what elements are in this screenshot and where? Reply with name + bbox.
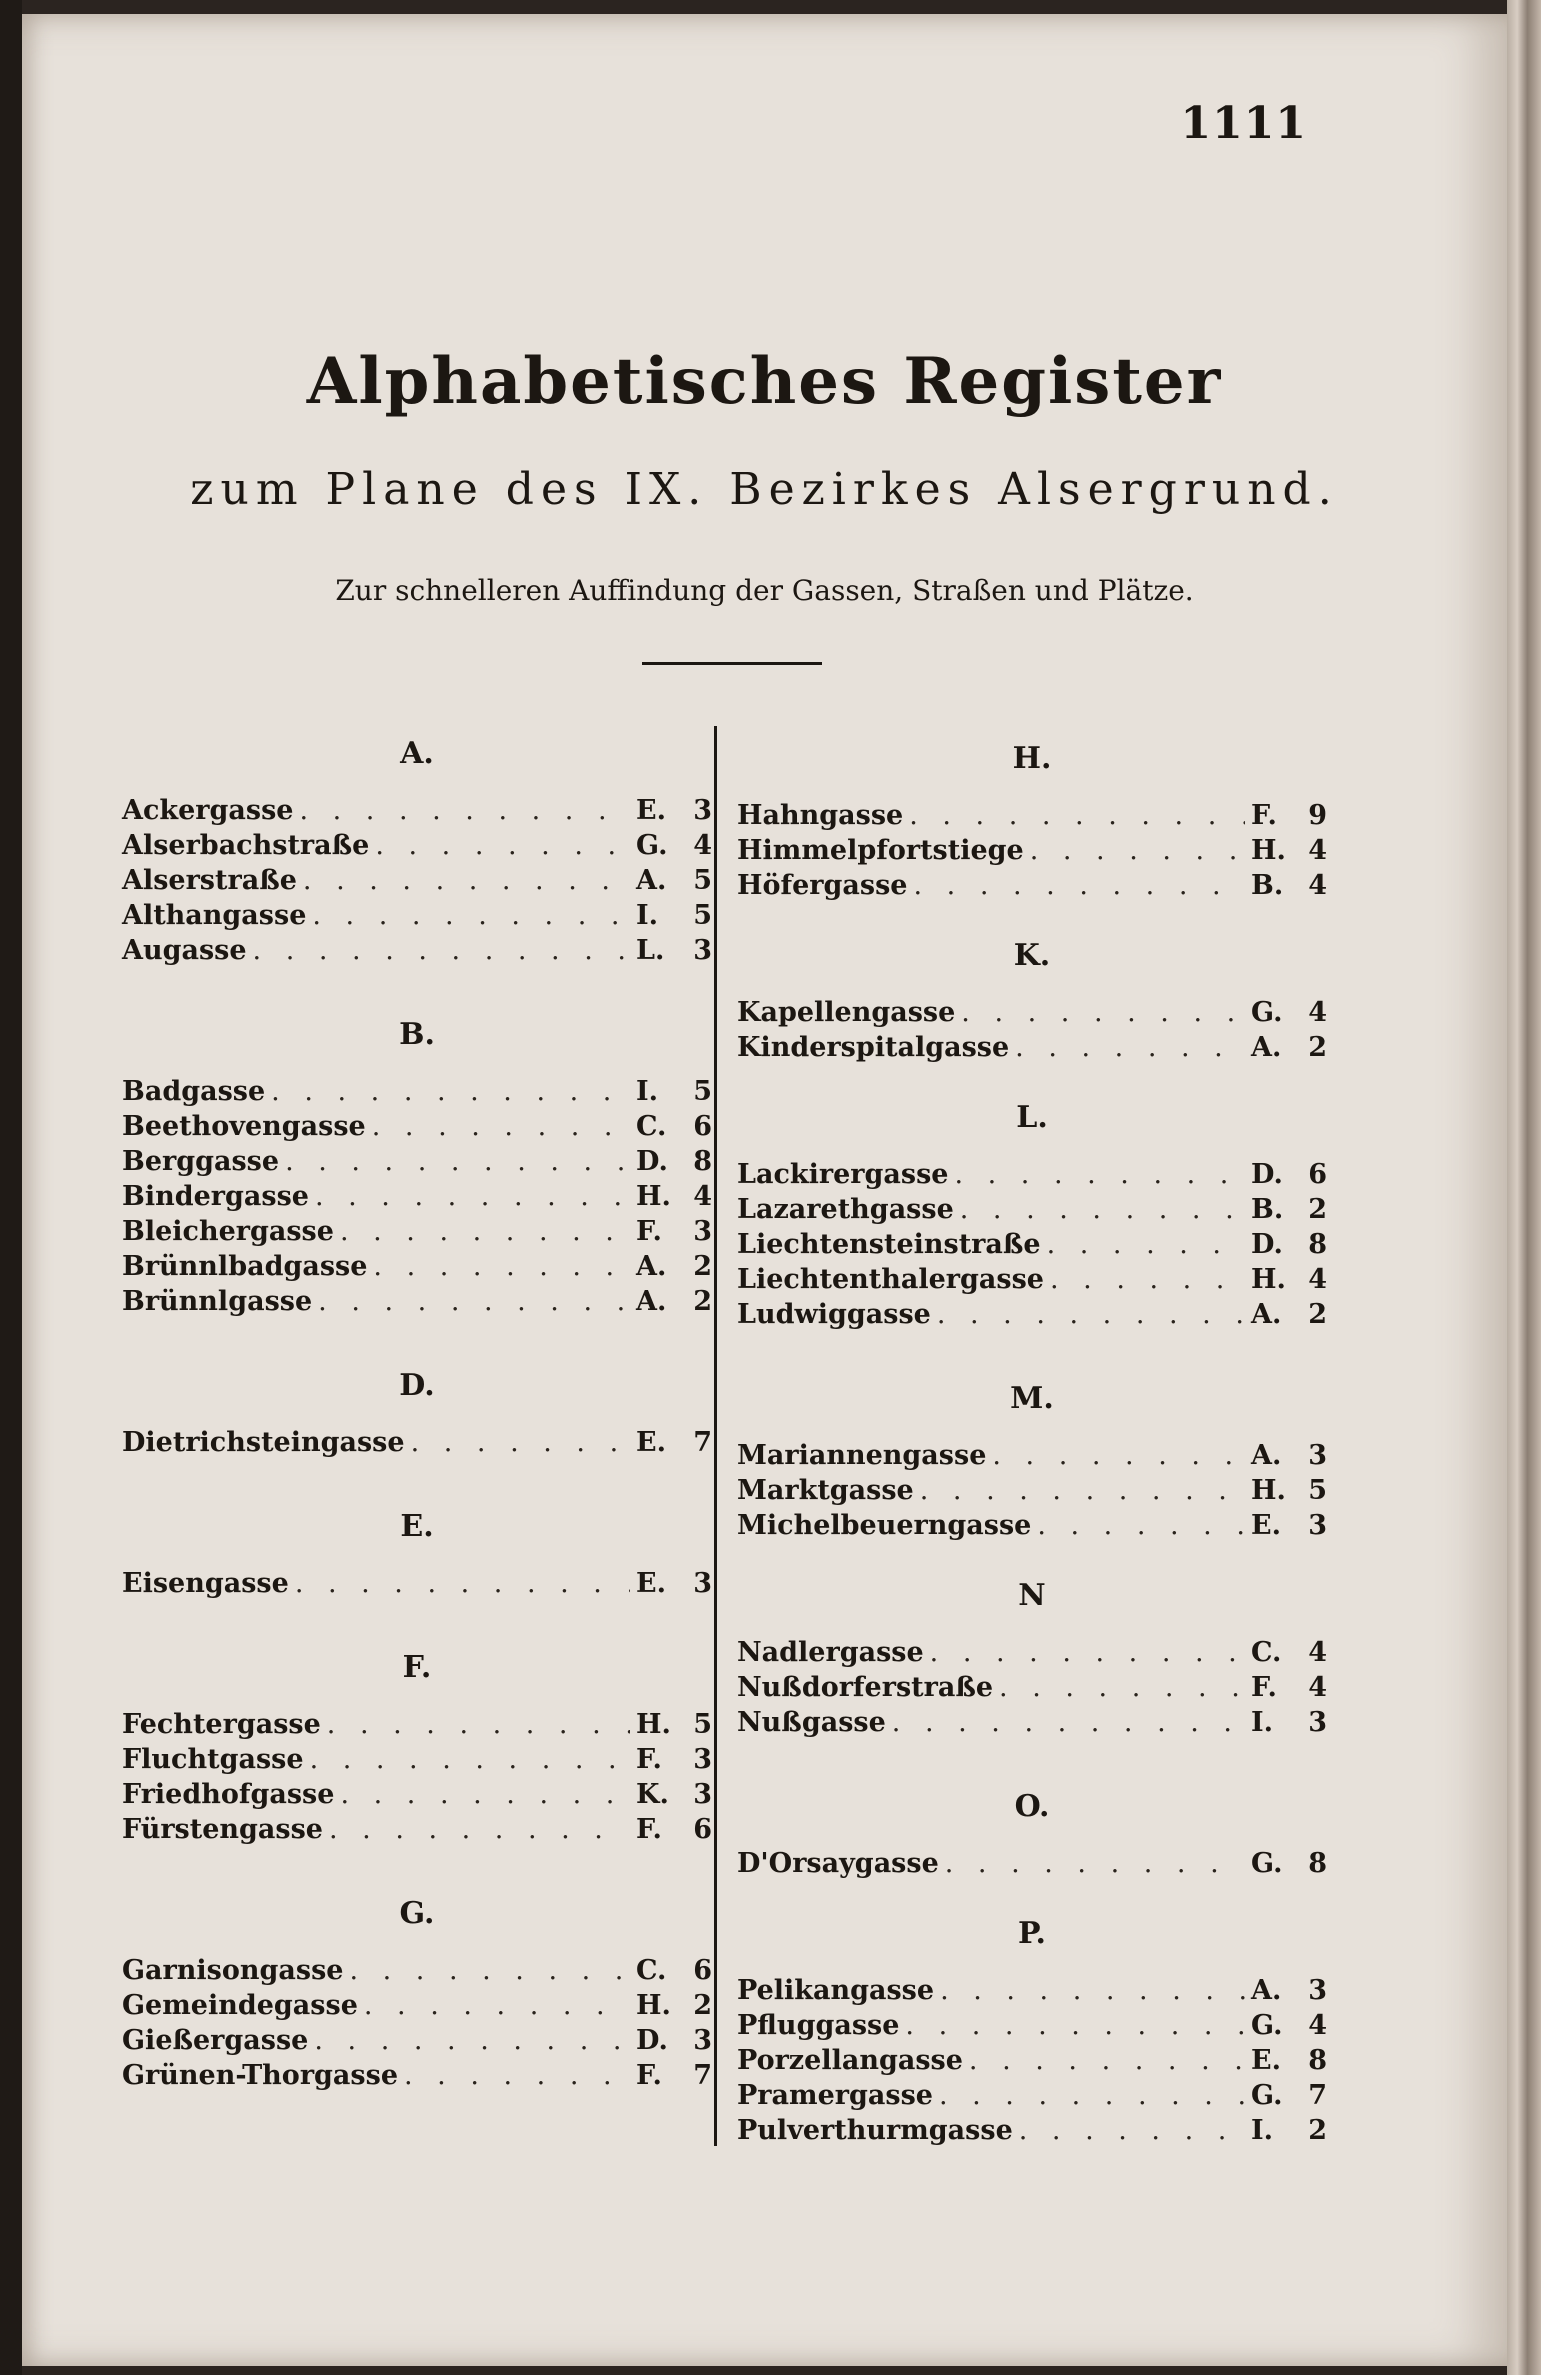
register-section [737, 734, 1327, 903]
section-gap [737, 1881, 1327, 1909]
register-entry [122, 863, 712, 898]
register-entry [122, 1179, 712, 1214]
register-entry [737, 1473, 1327, 1508]
grid-letter: A. [636, 865, 667, 896]
register-entry [122, 2023, 712, 2058]
entry-list [737, 1973, 1327, 2148]
register-entry [122, 1953, 712, 1988]
leader-dots [315, 1179, 630, 1214]
entry-list [737, 1438, 1327, 1543]
street-name: Nußdorferstraße [737, 1672, 994, 1703]
grid-letter: D. [636, 2025, 668, 2056]
grid-number: 4 [1308, 997, 1327, 1028]
register-entry [122, 1144, 712, 1179]
leader-dots [920, 1473, 1245, 1508]
grid-letter: G. [1251, 2010, 1283, 2041]
section-gap [737, 1065, 1327, 1093]
grid-letter: E. [1251, 1510, 1281, 1541]
street-name: Althangasse [122, 900, 307, 931]
section-gap [122, 1460, 712, 1502]
register-entry [122, 2058, 712, 2093]
section-letter: D. [399, 1368, 435, 1403]
register-entry [737, 2043, 1327, 2078]
grid-number: 7 [693, 2060, 712, 2091]
leader-dots [375, 828, 630, 863]
register-entry [122, 828, 712, 863]
entry-list [122, 1074, 712, 1319]
register-section [122, 1643, 712, 1847]
street-name: Pulverthurmgasse [737, 2115, 1013, 2146]
grid-number: 3 [693, 1779, 712, 1810]
street-name: Gemeindegasse [122, 1990, 358, 2021]
grid-letter: H. [1251, 835, 1286, 866]
entry-list [737, 1157, 1327, 1332]
register-entry [737, 1635, 1327, 1670]
street-name: Brünnlgasse [122, 1286, 313, 1317]
register-entry [737, 1227, 1327, 1262]
grid-number: 2 [1308, 1299, 1327, 1330]
grid-letter: I. [1251, 2115, 1274, 2146]
grid-letter: G. [1251, 1848, 1283, 1879]
section-letter: B. [399, 1017, 435, 1052]
leader-dots [411, 1425, 630, 1460]
register-section [737, 1571, 1327, 1740]
street-name: Lackirergasse [737, 1159, 949, 1190]
grid-letter: I. [636, 900, 659, 931]
grid-number: 4 [693, 1181, 712, 1212]
leader-dots [930, 1635, 1245, 1670]
register-entry [122, 933, 712, 968]
grid-letter: A. [1251, 1032, 1282, 1063]
register-entry [737, 1670, 1327, 1705]
register-entry [122, 1109, 712, 1144]
grid-number: 3 [693, 935, 712, 966]
grid-number: 3 [693, 1744, 712, 1775]
leader-dots [327, 1707, 630, 1742]
register-entry [737, 995, 1327, 1030]
leader-dots [1047, 1227, 1245, 1262]
leader-dots [404, 2058, 630, 2093]
title-rule [642, 662, 822, 665]
register-entry [737, 1157, 1327, 1192]
street-name: Grünen-Thorgasse [122, 2060, 398, 2091]
grid-number: 2 [693, 1990, 712, 2021]
grid-letter: H. [636, 1181, 671, 1212]
grid-number: 4 [1308, 1637, 1327, 1668]
street-name: Gießergasse [122, 2025, 309, 2056]
street-name: Fürstengasse [122, 1814, 323, 1845]
entry-list [122, 1707, 712, 1847]
grid-number: 6 [693, 1111, 712, 1142]
leader-dots [905, 2008, 1245, 2043]
column-divider [714, 726, 717, 2146]
register-entry [737, 868, 1327, 903]
register-entry [737, 1030, 1327, 1065]
page-number: 1111 [1180, 98, 1307, 149]
grid-letter: G. [636, 830, 668, 861]
leader-dots [372, 1109, 630, 1144]
leader-dots [253, 933, 630, 968]
grid-letter: G. [1251, 997, 1283, 1028]
grid-number: 8 [693, 1146, 712, 1177]
leader-dots [992, 1438, 1245, 1473]
page-tagline: Zur schnelleren Auffindung der Gassen, Straßen und Plätze. [335, 574, 1194, 607]
section-letter: E. [400, 1509, 434, 1544]
register-section [122, 1889, 712, 2093]
section-letter: F. [402, 1650, 432, 1685]
grid-number: 7 [693, 1427, 712, 1458]
register-entry [737, 798, 1327, 833]
section-letter: L. [1016, 1100, 1048, 1135]
register-entry [737, 1705, 1327, 1740]
leader-dots [914, 868, 1246, 903]
leader-dots [318, 1284, 630, 1319]
grid-letter: E. [636, 795, 666, 826]
grid-letter: F. [1251, 1672, 1277, 1703]
grid-number: 3 [693, 1568, 712, 1599]
leader-dots [1037, 1508, 1245, 1543]
leader-dots [961, 995, 1245, 1030]
leader-dots [271, 1074, 630, 1109]
register-entry [737, 1297, 1327, 1332]
grid-number: 9 [1308, 800, 1327, 831]
register-entry [737, 2008, 1327, 2043]
register-entry [122, 1988, 712, 2023]
street-name: Bleichergasse [122, 1216, 334, 1247]
register-entry [122, 793, 712, 828]
leader-dots [960, 1192, 1245, 1227]
grid-number: 3 [693, 795, 712, 826]
register-entry [737, 2113, 1327, 2148]
leader-dots [312, 898, 630, 933]
grid-letter: D. [636, 1146, 668, 1177]
register-entry [737, 1192, 1327, 1227]
register-section [122, 729, 712, 968]
leader-dots [340, 1214, 630, 1249]
grid-letter: E. [1251, 2045, 1281, 2076]
leader-dots [373, 1249, 630, 1284]
register-entry [122, 1425, 712, 1460]
street-name: Michelbeuerngasse [737, 1510, 1032, 1541]
section-gap [122, 1601, 712, 1643]
grid-letter: H. [636, 1990, 671, 2021]
register-entry [122, 1812, 712, 1847]
street-name: Lazarethgasse [737, 1194, 954, 1225]
register-entry [737, 1262, 1327, 1297]
street-name: Eisengasse [122, 1568, 289, 1599]
leader-dots [909, 798, 1245, 833]
register-entry [122, 1074, 712, 1109]
entry-list [122, 1953, 712, 2093]
street-name: Nadlergasse [737, 1637, 924, 1668]
grid-number: 3 [1308, 1707, 1327, 1738]
section-gap [737, 1543, 1327, 1571]
register-entry [737, 833, 1327, 868]
leader-dots [310, 1742, 630, 1777]
grid-letter: I. [636, 1076, 659, 1107]
street-name: Friedhofgasse [122, 1779, 335, 1810]
street-name: Kapellengasse [737, 997, 956, 1028]
register-entry [737, 2078, 1327, 2113]
street-name: Liechtensteinstraße [737, 1229, 1041, 1260]
register-entry [737, 1973, 1327, 2008]
grid-letter: C. [636, 1111, 667, 1142]
grid-number: 3 [1308, 1440, 1327, 1471]
grid-letter: A. [1251, 1299, 1282, 1330]
grid-number: 6 [693, 1955, 712, 1986]
leader-dots [295, 1566, 630, 1601]
register-entry [737, 1438, 1327, 1473]
grid-number: 2 [1308, 1032, 1327, 1063]
section-letter: O. [1014, 1789, 1050, 1824]
grid-letter: F. [1251, 800, 1277, 831]
register-entry [737, 1846, 1327, 1881]
street-name: Beethovengasse [122, 1111, 366, 1142]
register-page [22, 14, 1507, 2366]
leader-dots [329, 1812, 630, 1847]
street-name: Pfluggasse [737, 2010, 900, 2041]
street-name: Nußgasse [737, 1707, 886, 1738]
grid-letter: F. [636, 1216, 662, 1247]
street-name: Pelikangasse [737, 1975, 935, 2006]
register-section [737, 1093, 1327, 1332]
entry-list [737, 995, 1327, 1065]
section-letter: A. [400, 736, 434, 771]
entry-list [122, 793, 712, 968]
grid-letter: B. [1251, 870, 1284, 901]
section-letter: N [1018, 1578, 1046, 1613]
grid-letter: A. [636, 1286, 667, 1317]
street-name: Marktgasse [737, 1475, 914, 1506]
grid-letter: E. [636, 1427, 666, 1458]
entry-list [737, 1846, 1327, 1881]
section-letter: G. [399, 1896, 435, 1931]
street-name: Garnisongasse [122, 1955, 344, 1986]
street-name: Augasse [122, 935, 247, 966]
grid-number: 7 [1308, 2080, 1327, 2111]
grid-letter: H. [1251, 1475, 1286, 1506]
grid-letter: F. [636, 1744, 662, 1775]
grid-number: 4 [1308, 1264, 1327, 1295]
grid-letter: H. [1251, 1264, 1286, 1295]
grid-number: 8 [1308, 1229, 1327, 1260]
leader-dots [1019, 2113, 1245, 2148]
leader-dots [940, 1973, 1245, 2008]
section-letter: H. [1012, 741, 1052, 776]
grid-letter: A. [636, 1251, 667, 1282]
street-name: Ludwiggasse [737, 1299, 931, 1330]
street-name: Brünnlbadgasse [122, 1251, 368, 1282]
leader-dots [299, 793, 630, 828]
street-name: Pramergasse [737, 2080, 933, 2111]
leader-dots [937, 1297, 1245, 1332]
grid-letter: D. [1251, 1229, 1283, 1260]
grid-letter: E. [636, 1568, 666, 1599]
street-name: Porzellangasse [737, 2045, 963, 2076]
leader-dots [954, 1157, 1245, 1192]
grid-number: 5 [1308, 1475, 1327, 1506]
register-section [122, 1361, 712, 1460]
book-spine [0, 0, 22, 2375]
grid-number: 8 [1308, 2045, 1327, 2076]
leader-dots [364, 1988, 630, 2023]
street-name: Alserbachstraße [122, 830, 370, 861]
register-entry [122, 1249, 712, 1284]
grid-number: 4 [693, 830, 712, 861]
register-section [737, 931, 1327, 1065]
grid-number: 3 [693, 2025, 712, 2056]
grid-letter: F. [636, 2060, 662, 2091]
register-section [122, 1502, 712, 1601]
leader-dots [285, 1144, 630, 1179]
leader-dots [349, 1953, 630, 1988]
street-name: Höfergasse [737, 870, 908, 901]
grid-number: 6 [1308, 1159, 1327, 1190]
grid-number: 3 [693, 1216, 712, 1247]
street-name: Fluchtgasse [122, 1744, 304, 1775]
grid-letter: F. [636, 1814, 662, 1845]
section-gap [122, 1847, 712, 1889]
leader-dots [945, 1846, 1245, 1881]
street-name: Berggasse [122, 1146, 280, 1177]
register-section [122, 1010, 712, 1319]
leader-dots [969, 2043, 1245, 2078]
grid-letter: I. [1251, 1707, 1274, 1738]
grid-letter: A. [1251, 1440, 1282, 1471]
register-entry [122, 898, 712, 933]
grid-number: 2 [693, 1251, 712, 1282]
grid-letter: G. [1251, 2080, 1283, 2111]
entry-list [122, 1425, 712, 1460]
register-entry [122, 1284, 712, 1319]
register-section [737, 1909, 1327, 2148]
section-letter: K. [1013, 938, 1051, 973]
section-gap [122, 1319, 712, 1361]
grid-letter: A. [1251, 1975, 1282, 2006]
register-entry [122, 1214, 712, 1249]
register-entry [737, 1508, 1327, 1543]
register-entry [122, 1707, 712, 1742]
section-gap [737, 903, 1327, 931]
leader-dots [1030, 833, 1245, 868]
leader-dots [314, 2023, 630, 2058]
street-name: Himmelpfortstiege [737, 835, 1024, 866]
street-name: Ackergasse [122, 795, 294, 826]
street-name: Dietrichsteingasse [122, 1427, 405, 1458]
street-name: Bindergasse [122, 1181, 309, 1212]
entry-list [737, 1635, 1327, 1740]
section-gap [122, 968, 712, 1010]
leader-dots [340, 1777, 630, 1812]
leader-dots [1015, 1030, 1245, 1065]
grid-number: 2 [1308, 2115, 1327, 2146]
right-column [737, 734, 1327, 2148]
street-name: Mariannengasse [737, 1440, 987, 1471]
section-letter: M. [1010, 1381, 1054, 1416]
page-subtitle: zum Plane des IX. Bezirkes Alsergrund. [190, 464, 1339, 515]
grid-number: 3 [1308, 1510, 1327, 1541]
grid-number: 2 [693, 1286, 712, 1317]
grid-number: 2 [1308, 1194, 1327, 1225]
grid-letter: C. [1251, 1637, 1282, 1668]
street-name: Fechtergasse [122, 1709, 321, 1740]
entry-list [737, 798, 1327, 903]
grid-number: 4 [1308, 835, 1327, 866]
grid-number: 4 [1308, 1672, 1327, 1703]
street-name: D'Orsaygasse [737, 1848, 939, 1879]
register-section [737, 1374, 1327, 1543]
section-letter: P. [1017, 1916, 1047, 1951]
page-title: Alphabetisches Register [306, 344, 1223, 419]
leader-dots [303, 863, 630, 898]
grid-letter: D. [1251, 1159, 1283, 1190]
left-column [122, 729, 712, 2093]
grid-letter: H. [636, 1709, 671, 1740]
grid-number: 3 [1308, 1975, 1327, 2006]
entry-list [122, 1566, 712, 1601]
grid-number: 6 [693, 1814, 712, 1845]
register-entry [122, 1742, 712, 1777]
grid-number: 5 [693, 1076, 712, 1107]
street-name: Hahngasse [737, 800, 904, 831]
grid-letter: C. [636, 1955, 667, 1986]
street-name: Liechtenthalergasse [737, 1264, 1044, 1295]
street-name: Badgasse [122, 1076, 266, 1107]
grid-number: 4 [1308, 870, 1327, 901]
leader-dots [999, 1670, 1245, 1705]
section-gap [737, 1740, 1327, 1782]
register-entry [122, 1777, 712, 1812]
grid-letter: K. [636, 1779, 669, 1810]
grid-letter: B. [1251, 1194, 1284, 1225]
leader-dots [1050, 1262, 1245, 1297]
street-name: Kinderspitalgasse [737, 1032, 1010, 1063]
register-entry [122, 1566, 712, 1601]
grid-number: 5 [693, 900, 712, 931]
grid-number: 5 [693, 865, 712, 896]
register-section [737, 1782, 1327, 1881]
street-name: Alserstraße [122, 865, 297, 896]
grid-number: 5 [693, 1709, 712, 1740]
leader-dots [892, 1705, 1245, 1740]
page-edge [1507, 0, 1541, 2375]
grid-letter: L. [636, 935, 665, 966]
leader-dots [939, 2078, 1245, 2113]
grid-number: 4 [1308, 2010, 1327, 2041]
section-gap [737, 1332, 1327, 1374]
grid-number: 8 [1308, 1848, 1327, 1879]
